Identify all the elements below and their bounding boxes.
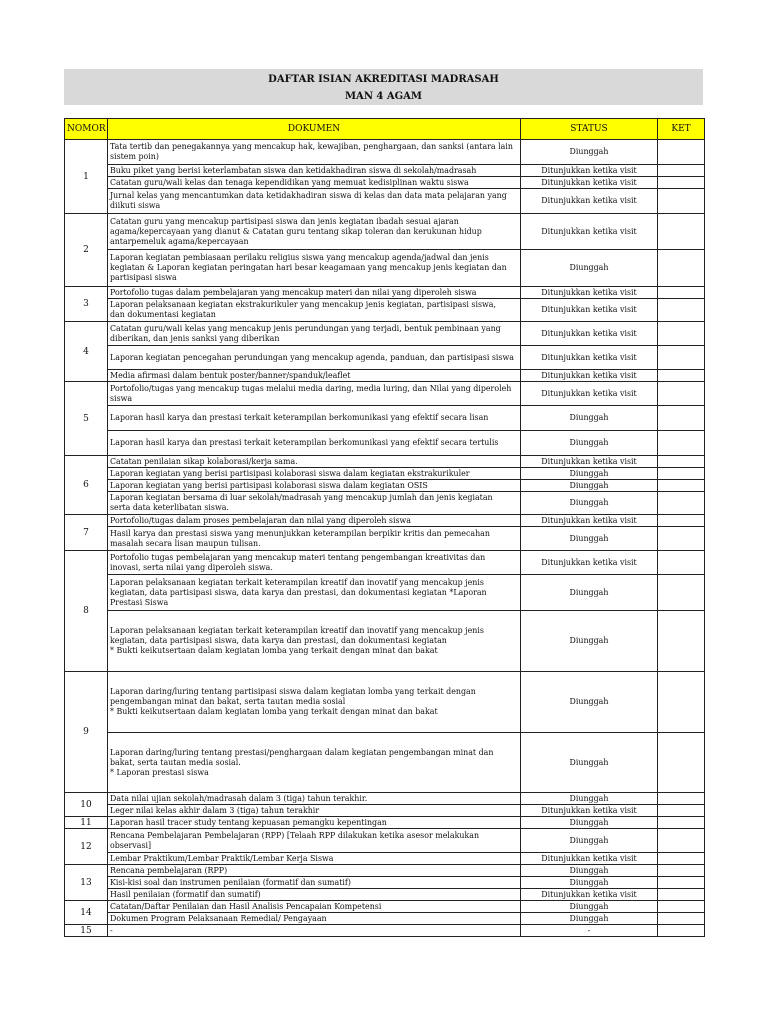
ket-cell bbox=[658, 177, 705, 189]
document-cell bbox=[108, 817, 521, 829]
document-line: siswa bbox=[110, 393, 133, 403]
document-line: Dokumen Program Pelaksanaan Remedial/ Pengayaan bbox=[110, 913, 327, 923]
table-row bbox=[65, 431, 705, 456]
table-row bbox=[65, 865, 705, 877]
status-cell: Diunggah bbox=[521, 817, 658, 829]
ket-cell bbox=[658, 672, 705, 733]
table-row bbox=[65, 468, 705, 480]
table-row bbox=[65, 177, 705, 189]
row-number: 4 bbox=[65, 322, 108, 382]
document-table bbox=[64, 118, 705, 937]
status-cell: Diunggah bbox=[521, 140, 658, 165]
document-line: Catatan guru/wali kelas yang mencakup jenis perundungan yang terjadi, bentuk pembinaan yang bbox=[110, 323, 501, 333]
ket-cell bbox=[658, 733, 705, 793]
document-line: Prestasi Siswa bbox=[110, 597, 169, 607]
table-row bbox=[65, 672, 705, 733]
row-number: 10 bbox=[65, 793, 108, 817]
document-cell bbox=[108, 611, 521, 672]
table-header-row bbox=[65, 119, 705, 140]
status-cell: Diunggah bbox=[521, 468, 658, 480]
ket-cell bbox=[658, 346, 705, 370]
table-row bbox=[65, 322, 705, 346]
ket-cell bbox=[658, 140, 705, 165]
document-line: Portofolio tugas pembelajaran yang mencakup materi tentang pengembangan kreativitas dan bbox=[110, 552, 486, 562]
document-line: Laporan pelaksanaan kegiatan terkait keterampilan kreatif dan inovatif yang mencakup jenis bbox=[110, 626, 484, 635]
document-cell bbox=[108, 672, 521, 733]
column-header-ket: KET bbox=[658, 119, 705, 140]
row-number: 1 bbox=[65, 140, 108, 214]
status-cell: Ditunjukkan ketika visit bbox=[521, 165, 658, 177]
table-row bbox=[65, 214, 705, 250]
row-number: 8 bbox=[65, 551, 108, 672]
document-line: Catatan guru yang mencakup partisipasi siswa dan jenis kegiatan ibadah sesuai ajaran bbox=[110, 216, 459, 226]
table-row bbox=[65, 165, 705, 177]
document-cell bbox=[108, 346, 521, 370]
document-line: Laporan kegiatan bersama di luar sekolah/madrasah yang mencakup jumlah dan jenis kegiatan bbox=[110, 493, 493, 502]
document-line: pengembangan minat dan bakat, serta tautan media sosial bbox=[110, 697, 346, 706]
status-cell: Ditunjukkan ketika visit bbox=[521, 346, 658, 370]
table-row bbox=[65, 406, 705, 431]
table-row bbox=[65, 346, 705, 370]
document-line: * Bukti keikutsertaan dalam kegiatan lomba yang terkait dengan minat dan bakat bbox=[110, 646, 438, 655]
document-cell bbox=[108, 456, 521, 468]
row-number: 14 bbox=[65, 901, 108, 925]
table-row bbox=[65, 913, 705, 925]
status-cell: Ditunjukkan ketika visit bbox=[521, 177, 658, 189]
ket-cell bbox=[658, 829, 705, 853]
document-cell bbox=[108, 575, 521, 611]
status-cell: Ditunjukkan ketika visit bbox=[521, 299, 658, 322]
document-line: Laporan kegiatan yang berisi partisipasi kolaborasi siswa dalam kegiatan ekstrakurikuler bbox=[110, 468, 470, 478]
status-cell: Ditunjukkan ketika visit bbox=[521, 287, 658, 299]
document-cell bbox=[108, 322, 521, 346]
ket-cell bbox=[658, 370, 705, 382]
table-row bbox=[65, 287, 705, 299]
document-line: Portofolio/tugas yang mencakup tugas melalui media daring, media luring, dan Nilai yang diperoleh bbox=[110, 383, 512, 393]
table-row bbox=[65, 829, 705, 853]
document-line: kegiatan & Laporan kegiatan peringatan hari besar keagamaan yang mencakup jenis kegiatan dan bbox=[110, 263, 507, 272]
document-cell bbox=[108, 214, 521, 250]
ket-cell bbox=[658, 925, 705, 937]
document-cell bbox=[108, 515, 521, 527]
document-line: Laporan daring/luring tentang partisipasi siswa dalam kegiatan lomba yang terkait dengan bbox=[110, 687, 476, 696]
document-line: observasi] bbox=[110, 840, 152, 850]
ket-cell bbox=[658, 492, 705, 515]
document-line: inovasi, serta nilai yang diperoleh siswa. bbox=[110, 562, 273, 572]
document-line: Catatan penilaian sikap kolaborasi/kerja sama. bbox=[110, 456, 298, 466]
table-row bbox=[65, 793, 705, 805]
document-line: Lembar Praktikum/Lembar Praktik/Lembar Kerja Siswa bbox=[110, 853, 334, 863]
status-cell: Diunggah bbox=[521, 865, 658, 877]
status-cell: Ditunjukkan ketika visit bbox=[521, 214, 658, 250]
document-cell bbox=[108, 877, 521, 889]
ket-cell bbox=[658, 382, 705, 406]
status-cell: Diunggah bbox=[521, 492, 658, 515]
document-line: - bbox=[110, 925, 113, 935]
status-cell: Diunggah bbox=[521, 877, 658, 889]
document-line: Laporan pelaksanaan kegiatan terkait keterampilan kreatif dan inovatif yang mencakup jenis bbox=[110, 577, 484, 587]
document-cell bbox=[108, 480, 521, 492]
document-line: * Bukti keikutsertaan dalam kegiatan lomba yang terkait dengan minat dan bakat bbox=[110, 707, 438, 716]
document-line: Hasil karya dan prestasi siswa yang menunjukkan keterampilan berpikir kritis dan pemecahan bbox=[110, 528, 490, 538]
document-line: Hasil penilaian (formatif dan sumatif) bbox=[110, 889, 261, 899]
document-cell bbox=[108, 527, 521, 551]
document-cell bbox=[108, 287, 521, 299]
ket-cell bbox=[658, 889, 705, 901]
status-cell: Diunggah bbox=[521, 611, 658, 672]
ket-cell bbox=[658, 468, 705, 480]
document-line: Media afirmasi dalam bentuk poster/banner/spanduk/leaflet bbox=[110, 370, 351, 380]
document-line: Buku piket yang berisi keterlambatan siswa dan ketidakhadiran siswa di sekolah/madrasah bbox=[110, 165, 477, 175]
document-line: partisipasi siswa bbox=[110, 273, 177, 282]
table-row bbox=[65, 370, 705, 382]
status-cell: Diunggah bbox=[521, 733, 658, 793]
document-line: Data nilai ujian sekolah/madrasah dalam 3 (tiga) tahun terakhir. bbox=[110, 793, 368, 803]
document-line: Jurnal kelas yang mencantumkan data ketidakhadiran siswa di kelas dan data mata pelajaran yang bbox=[110, 191, 507, 200]
table-row bbox=[65, 877, 705, 889]
table-row bbox=[65, 527, 705, 551]
document-line: kegiatan, data partisipasi siswa, data karya dan prestasi, dan dokumentasi kegiatan *Laporan bbox=[110, 587, 487, 597]
ket-cell bbox=[658, 322, 705, 346]
document-title: DAFTAR ISIAN AKREDITASI MADRASAH bbox=[268, 74, 499, 85]
ket-cell bbox=[658, 575, 705, 611]
document-cell bbox=[108, 733, 521, 793]
document-line: Leger nilai kelas akhir dalam 3 (tiga) tahun terakhir bbox=[110, 805, 320, 815]
status-cell: Ditunjukkan ketika visit bbox=[521, 382, 658, 406]
ket-cell bbox=[658, 287, 705, 299]
ket-cell bbox=[658, 515, 705, 527]
document-cell bbox=[108, 382, 521, 406]
document-line: kegiatan, data partisipasi siswa, data karya dan prestasi, dan dokumentasi kegiatan bbox=[110, 636, 447, 645]
ket-cell bbox=[658, 480, 705, 492]
document-cell bbox=[108, 901, 521, 913]
table-row bbox=[65, 515, 705, 527]
document-line: Tata tertib dan penegakannya yang mencakup hak, kewajiban, penghargaan, dan sanksi (antara lain bbox=[110, 142, 513, 151]
document-cell bbox=[108, 913, 521, 925]
document-line: Laporan hasil karya dan prestasi terkait keterampilan berkomunikasi yang efektif secara lisan bbox=[110, 413, 489, 422]
ket-cell bbox=[658, 805, 705, 817]
document-line: masalah secara lisan maupun tulisan. bbox=[110, 538, 261, 548]
column-header-status: STATUS bbox=[521, 119, 658, 140]
ket-cell bbox=[658, 406, 705, 431]
document-line: Laporan daring/luring tentang prestasi/penghargaan dalam kegiatan pengembangan minat dan bbox=[110, 747, 494, 757]
table-row bbox=[65, 382, 705, 406]
document-line: antarpemeluk agama/kepercayaan bbox=[110, 236, 249, 246]
status-cell: Ditunjukkan ketika visit bbox=[521, 551, 658, 575]
row-number: 13 bbox=[65, 865, 108, 901]
document-cell bbox=[108, 865, 521, 877]
ket-cell bbox=[658, 611, 705, 672]
column-header-nomor: NOMOR bbox=[65, 119, 108, 140]
ket-cell bbox=[658, 431, 705, 456]
status-cell: - bbox=[521, 925, 658, 937]
document-cell bbox=[108, 177, 521, 189]
ket-cell bbox=[658, 250, 705, 287]
status-cell: Ditunjukkan ketika visit bbox=[521, 889, 658, 901]
ket-cell bbox=[658, 456, 705, 468]
status-cell: Ditunjukkan ketika visit bbox=[521, 805, 658, 817]
table-row bbox=[65, 551, 705, 575]
document-line: Laporan kegiatan yang berisi partisipasi kolaborasi siswa dalam kegiatan OSIS bbox=[110, 480, 428, 490]
status-cell: Diunggah bbox=[521, 901, 658, 913]
document-line: serta data keterlibatan siswa. bbox=[110, 503, 229, 512]
ket-cell bbox=[658, 901, 705, 913]
table-body bbox=[65, 140, 705, 937]
ket-cell bbox=[658, 877, 705, 889]
document-cell bbox=[108, 551, 521, 575]
document-cell bbox=[108, 805, 521, 817]
ket-cell bbox=[658, 817, 705, 829]
status-cell: Diunggah bbox=[521, 250, 658, 287]
table-row bbox=[65, 853, 705, 865]
document-line: Catatan guru/wali kelas dan tenaga kependidikan yang memuat kedisiplinan waktu siswa bbox=[110, 177, 469, 187]
document-cell bbox=[108, 468, 521, 480]
status-cell: Diunggah bbox=[521, 575, 658, 611]
ket-cell bbox=[658, 913, 705, 925]
document-cell bbox=[108, 370, 521, 382]
table-row bbox=[65, 250, 705, 287]
document-line: sistem poin) bbox=[110, 152, 159, 161]
document-cell bbox=[108, 853, 521, 865]
status-cell: Diunggah bbox=[521, 480, 658, 492]
status-cell: Diunggah bbox=[521, 431, 658, 456]
row-number: 11 bbox=[65, 817, 108, 829]
status-cell: Ditunjukkan ketika visit bbox=[521, 370, 658, 382]
document-line: Kisi-kisi soal dan instrumen penilaian (formatif dan sumatif) bbox=[110, 877, 351, 887]
document-line: Portofolio tugas dalam pembelajaran yang mencakup materi dan nilai yang diperoleh siswa bbox=[110, 287, 477, 297]
document-cell bbox=[108, 406, 521, 431]
table-row bbox=[65, 492, 705, 515]
row-number: 2 bbox=[65, 214, 108, 287]
status-cell: Ditunjukkan ketika visit bbox=[521, 189, 658, 214]
school-name: MAN 4 AGAM bbox=[344, 91, 423, 102]
table-row bbox=[65, 733, 705, 793]
document-cell bbox=[108, 492, 521, 515]
status-cell: Ditunjukkan ketika visit bbox=[521, 322, 658, 346]
document-line: Rencana Pembelajaran Pembelajaran (RPP) [Telaah RPP dilakukan ketika asesor melakukan bbox=[110, 830, 480, 840]
table-row bbox=[65, 299, 705, 322]
document-cell bbox=[108, 140, 521, 165]
status-cell: Ditunjukkan ketika visit bbox=[521, 515, 658, 527]
document-line: agama/kepercayaan yang dianut & Catatan guru tentang sikap toleran dan kerukunan hidup bbox=[110, 226, 482, 236]
table-row bbox=[65, 611, 705, 672]
document-line: Laporan kegiatan pembiasaan perilaku religius siswa yang mencakup agenda/jadwal dan jenis bbox=[110, 253, 489, 262]
ket-cell bbox=[658, 214, 705, 250]
ket-cell bbox=[658, 165, 705, 177]
status-cell: Diunggah bbox=[521, 672, 658, 733]
table-row bbox=[65, 480, 705, 492]
status-cell: Diunggah bbox=[521, 913, 658, 925]
ket-cell bbox=[658, 551, 705, 575]
status-cell: Ditunjukkan ketika visit bbox=[521, 853, 658, 865]
row-number: 7 bbox=[65, 515, 108, 551]
document-line: Laporan hasil karya dan prestasi terkait keterampilan berkomunikasi yang efektif secara tertulis bbox=[110, 438, 499, 447]
document-line: bakat, serta tautan media sosial. bbox=[110, 757, 241, 767]
table-row bbox=[65, 889, 705, 901]
row-number: 15 bbox=[65, 925, 108, 937]
document-cell bbox=[108, 299, 521, 322]
document-line: Portofolio/tugas dalam proses pembelajaran dan nilai yang diperoleh siswa bbox=[110, 515, 412, 525]
status-cell: Diunggah bbox=[521, 793, 658, 805]
document-line: Laporan hasil tracer study tentang kepuasan pemangku kepentingan bbox=[110, 817, 387, 827]
document-cell bbox=[108, 925, 521, 937]
document-line: diikuti siswa bbox=[110, 201, 161, 210]
document-cell bbox=[108, 250, 521, 287]
table-row bbox=[65, 456, 705, 468]
document-line: Catatan/Daftar Penilaian dan Hasil Analisis Pencapaian Kompetensi bbox=[110, 901, 382, 911]
status-cell: Diunggah bbox=[521, 527, 658, 551]
document-cell bbox=[108, 829, 521, 853]
table-row bbox=[65, 805, 705, 817]
row-number: 12 bbox=[65, 829, 108, 865]
status-cell: Ditunjukkan ketika visit bbox=[521, 456, 658, 468]
document-line: dan dokumentasi kegiatan bbox=[110, 310, 216, 319]
document-line: Laporan pelaksanaan kegiatan ekstrakurikuler yang mencakup jenis kegiatan, partisipasi siswa, bbox=[110, 300, 497, 309]
status-cell: Diunggah bbox=[521, 406, 658, 431]
document-line: diberikan, dan jenis sanksi yang diberikan bbox=[110, 333, 280, 343]
ket-cell bbox=[658, 189, 705, 214]
document-cell bbox=[108, 793, 521, 805]
ket-cell bbox=[658, 853, 705, 865]
status-cell: Diunggah bbox=[521, 829, 658, 853]
document-line: * Laporan prestasi siswa bbox=[110, 767, 209, 777]
document-header bbox=[64, 69, 703, 105]
document-cell bbox=[108, 165, 521, 177]
table-row bbox=[65, 189, 705, 214]
column-header-dokumen: DOKUMEN bbox=[108, 119, 521, 140]
document-line: Rencana pembelajaran (RPP) bbox=[110, 865, 228, 875]
table-row bbox=[65, 901, 705, 913]
row-number: 9 bbox=[65, 672, 108, 793]
ket-cell bbox=[658, 299, 705, 322]
document-line: Laporan kegiatan pencegahan perundungan yang mencakup agenda, panduan, dan partisipasi siswa bbox=[110, 352, 514, 362]
ket-cell bbox=[658, 527, 705, 551]
ket-cell bbox=[658, 793, 705, 805]
document-cell bbox=[108, 889, 521, 901]
table-row bbox=[65, 575, 705, 611]
row-number: 5 bbox=[65, 382, 108, 456]
row-number: 3 bbox=[65, 287, 108, 322]
row-number: 6 bbox=[65, 456, 108, 515]
document-cell bbox=[108, 431, 521, 456]
document-cell bbox=[108, 189, 521, 214]
table-row bbox=[65, 817, 705, 829]
table-row bbox=[65, 140, 705, 165]
table-row bbox=[65, 925, 705, 937]
ket-cell bbox=[658, 865, 705, 877]
